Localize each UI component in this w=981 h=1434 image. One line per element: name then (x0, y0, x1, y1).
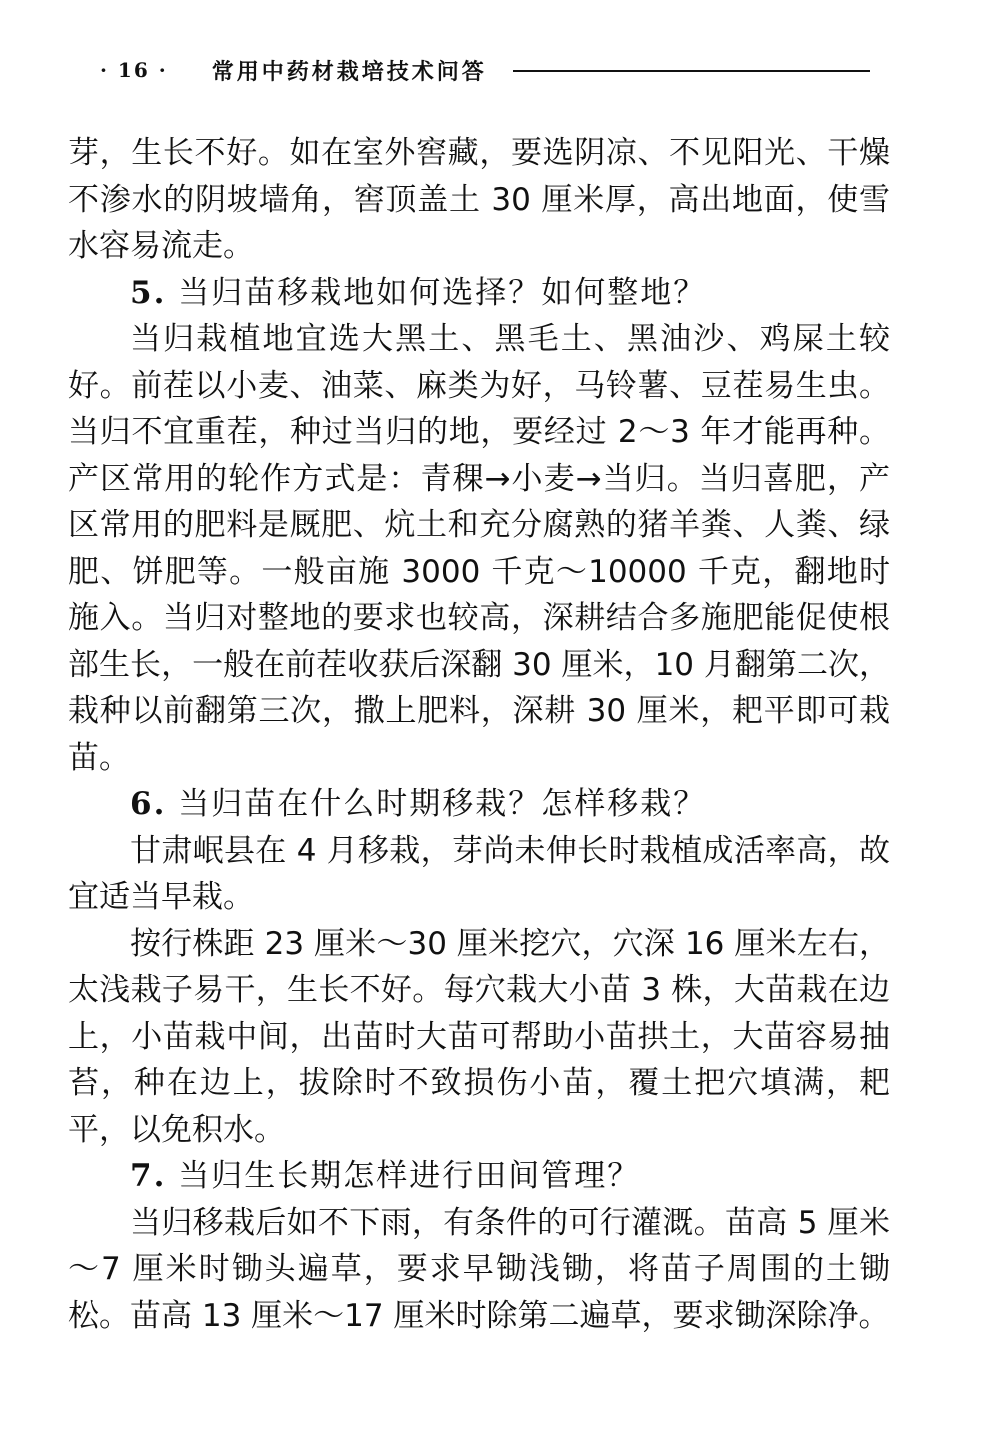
book-title: 常用中药材栽培技术问答 (211, 58, 487, 85)
question-text: 当归苗移栽地如何选择？如何整地？ (178, 274, 707, 311)
paragraph-continuation: 芽，生长不好。如在室外窖藏，要选阴凉、不见阳光、干燥不渗水的阴坡墙角，窖顶盖土 30 厘米厚，高出地面，使雪水容易流走。 (68, 135, 890, 264)
question-heading-6 (68, 781, 890, 828)
page-header (100, 50, 870, 90)
question-text: 当归苗在什么时期移栽？怎样移栽？ (178, 786, 707, 822)
question-number: 5. (130, 274, 167, 311)
header-rule (513, 70, 870, 72)
answer-paragraph: 按行株距 23 厘米～30 厘米挖穴，穴深 16 厘米左右，太浅栽子易干，生长不好。每穴栽大小苗 3 株，大苗栽在边上，小苗栽中间，出苗时大苗可帮助小苗拱土，大苗容易抽苔，种在边上，拔除时不致损伤小苗，覆土把穴填满，耙平，以免积水。 (68, 925, 890, 1148)
answer-paragraph: 当归移栽后如不下雨，有条件的可行灌溉。苗高 5 厘米～7 厘米时锄头遍草，要求早锄浅锄，将苗子周围的土锄松。苗高 13 厘米～17 厘米时除第二遍草，要求锄深除净。 (68, 1204, 890, 1334)
answer-paragraph: 甘肃岷县在 4 月移栽，芽尚未伸长时栽植成活率高，故宜适当早栽。 (68, 832, 890, 915)
question-heading-7 (68, 1153, 890, 1200)
page-number: · 16 · (100, 58, 168, 82)
body-text (68, 130, 890, 1339)
question-text: 当归生长期怎样进行田间管理？ (178, 1158, 641, 1194)
question-number: 6. (130, 786, 167, 822)
question-heading-5 (68, 270, 890, 317)
question-number: 7. (130, 1158, 167, 1194)
answer-paragraph: 当归栽植地宜选大黑土、黑毛土、黑油沙、鸡屎土较好。前茬以小麦、油菜、麻类为好，马铃薯、豆茬易生虫。当归不宜重茬，种过当归的地，要经过 2～3 年才能再种。产区常用的轮作方式是：青稞→小麦→当归。当归喜肥，产区常用的肥料是厩肥、炕土和充分腐熟的猪羊粪、人粪、绿肥、饼肥等。一般亩施 3000 千克～10000 千克，翻地时施入。当归对整地的要求也较高，深耕结合多施肥能促使根部生长，一般在前茬收获后深翻 30 厘米，10 月翻第二次，栽种以前翻第三次，撒上肥料，深耕 30 厘米，耙平即可栽苗。 (68, 321, 890, 776)
